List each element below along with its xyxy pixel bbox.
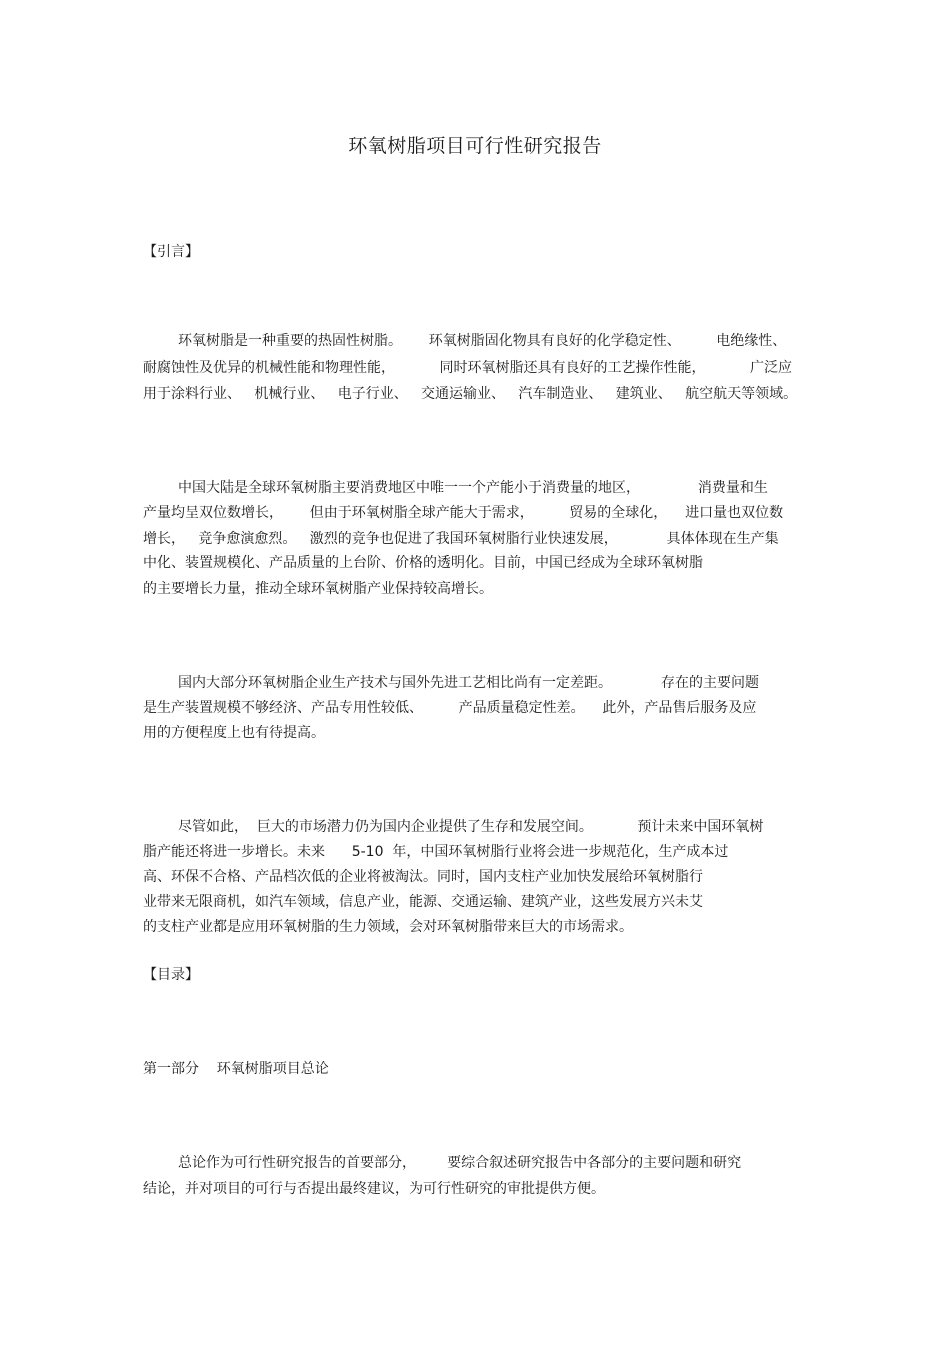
document-title: 环氧树脂项目可行性研究报告 <box>348 135 602 157</box>
paragraph-line: 用于涂料行业、 机械行业、 电子行业、 交通运输业、 汽车制造业、 建筑业、 航空航天等领域。 <box>143 386 798 402</box>
part1-heading: 第一部分 环氧树脂项目总论 <box>143 1061 329 1077</box>
paragraph-line: 用的方便程度上也有待提高。 <box>143 725 325 741</box>
paragraph-line: 尽管如此， 巨大的市场潜力仍为国内企业提供了生存和发展空间。 预计未来中国环氧树 <box>178 819 764 835</box>
paragraph-line: 的支柱产业都是应用环氧树脂的生力领域，会对环氧树脂带来巨大的市场需求。 <box>143 919 633 935</box>
paragraph-line: 脂产能还将进一步增长。未来 5-10 年，中国环氧树脂行业将会进一步规范化，生产成本过 <box>143 844 729 860</box>
paragraph-line: 业带来无限商机，如汽车领域，信息产业，能源、交通运输、建筑产业，这些发展方兴未艾 <box>143 894 703 910</box>
paragraph-line: 高、环保不合格、产品档次低的企业将被淘汰。同时，国内支柱产业加快发展给环氧树脂行 <box>143 869 703 885</box>
paragraph-line: 中国大陆是全球环氧树脂主要消费地区中唯一一个产能小于消费量的地区， 消费量和生 <box>178 480 768 496</box>
intro-heading: 【引言】 <box>143 244 199 260</box>
paragraph-line: 增长， 竞争愈演愈烈。 激烈的竞争也促进了我国环氧树脂行业快速发展， 具体体现在生产集 <box>143 531 779 547</box>
paragraph-line: 结论，并对项目的可行与否提出最终建议，为可行性研究的审批提供方便。 <box>143 1181 605 1197</box>
paragraph-line: 国内大部分环氧树脂企业生产技术与国外先进工艺相比尚有一定差距。 存在的主要问题 <box>178 675 759 691</box>
toc-heading: 【目录】 <box>143 967 199 983</box>
paragraph-line: 是生产装置规模不够经济、产品专用性较低、 产品质量稳定性差。 此外，产品售后服务及应 <box>143 700 757 716</box>
paragraph-line: 耐腐蚀性及优异的机械性能和物理性能， 同时环氧树脂还具有良好的工艺操作性能， 广泛应 <box>143 360 793 376</box>
paragraph-line: 的主要增长力量，推动全球环氧树脂产业保持较高增长。 <box>143 581 493 597</box>
paragraph-line: 总论作为可行性研究报告的首要部分， 要综合叙述研究报告中各部分的主要问题和研究 <box>178 1155 742 1171</box>
paragraph-line: 中化、装置规模化、产品质量的上台阶、价格的透明化。目前，中国已经成为全球环氧树脂 <box>143 555 703 571</box>
paragraph-line: 产量均呈双位数增长， 但由于环氧树脂全球产能大于需求， 贸易的全球化， 进口量也双位数 <box>143 505 784 521</box>
paragraph-line: 环氧树脂是一种重要的热固性树脂。 环氧树脂固化物具有良好的化学稳定性、 电绝缘性、 <box>178 333 787 349</box>
